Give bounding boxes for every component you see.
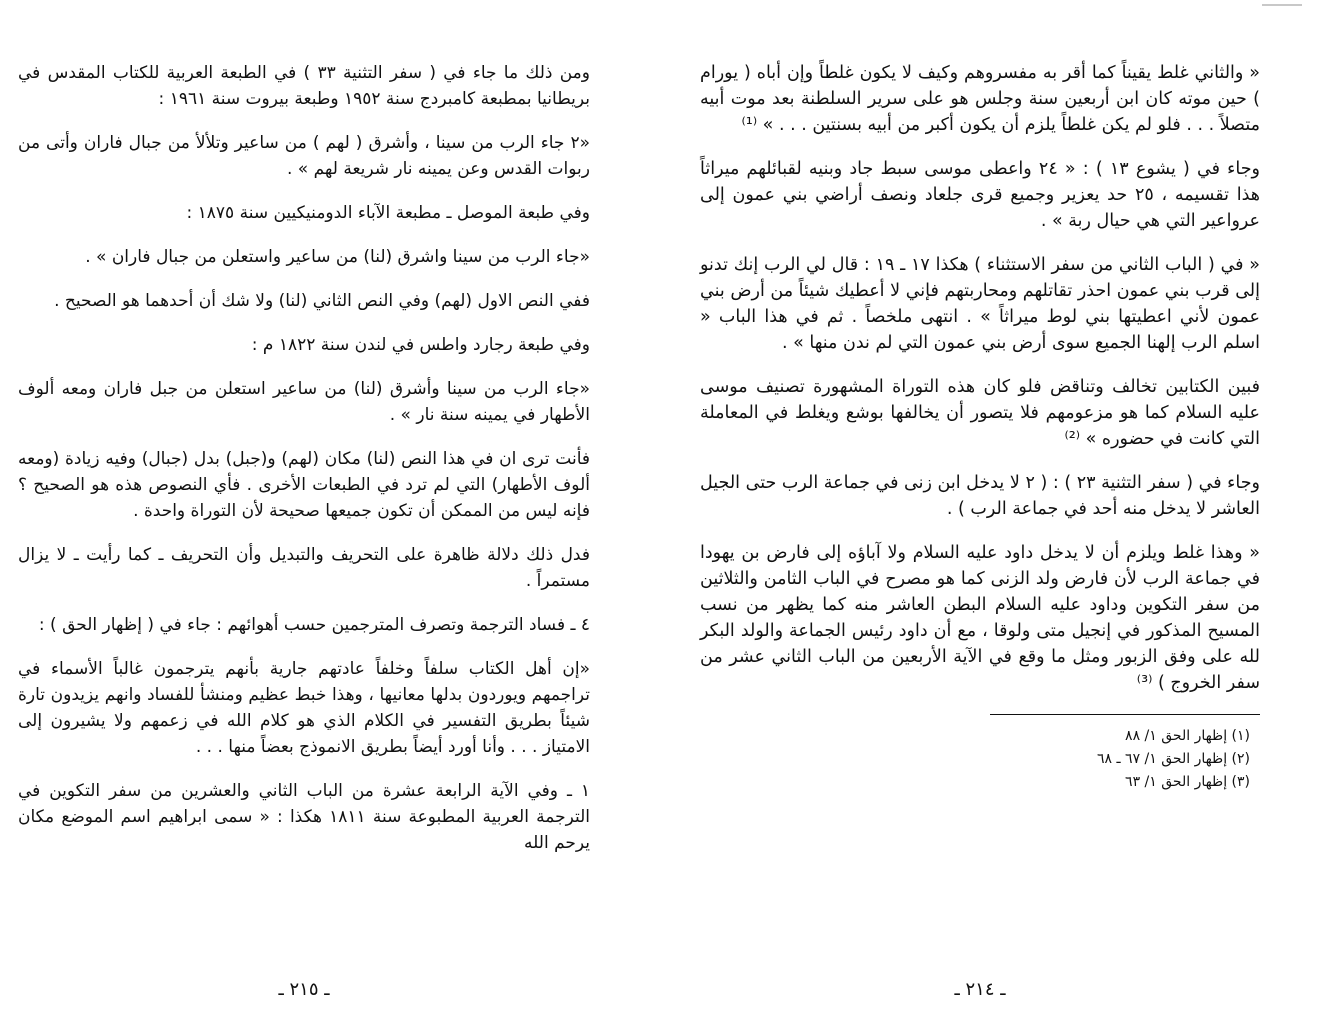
paragraph: فبين الكتابين تخالف وتناقض فلو كان هذه التوراة المشهورة تصنيف موسى عليه السلام كما هو مزعومهم فلا يتصور أن يخالفها بوشع ويغلط في المعاملة التي كانت في حضوره » ⁽²⁾ [700, 377, 1260, 449]
footnote: (٢) إظهار الحق ١/ ٦٧ ـ ٦٨ [1096, 751, 1250, 767]
paragraph: وجاء في ( سفر التثنية ٢٣ ) : ( ٢ لا يدخل ابن زنى في جماعة الرب حتى الجيل العاشر لا يدخل منه أحد في جماعة الرب ) . [700, 473, 1260, 519]
footnotes [980, 725, 1260, 794]
paragraph: ففي النص الاول (لهم) وفي النص الثاني (لنا) ولا شك أن أحدهما هو الصحيح . [54, 291, 590, 311]
footnote: (٣) إظهار الحق ١/ ٦٣ [1125, 774, 1250, 790]
page-number: ـ ٢١٤ ـ [954, 979, 1006, 1000]
paragraph: وفي طبعة الموصل ـ مطبعة الآباء الدومنيكيين سنة ١٨٧٥ : [186, 203, 590, 223]
paragraph: «جاء الرب من سينا واشرق (لنا) من ساعير واستعلن من جبال فاران » . [85, 247, 590, 267]
paragraph: « وهذا غلط ويلزم أن لا يدخل داود عليه السلام ولا آباؤه إلى فارض بن يهودا في جماعة الرب لأن فارض ولد الزنى كما هو مصرح في الباب الثامن والثلاثين من سفر التكوين وداود عليه السلام البطن العاشر منه كما يظهر من نسب المسيح المذكور في إنجيل متى ولوقا ، مع أن داود رئيس الجماعة والولد البكر لله على وفق الزبور ومثل ما وقع في الآية الأربعين من الباب الثاني عشر من سفر الخروج ) ⁽³⁾ [700, 543, 1260, 693]
paragraph: فدل ذلك دلالة ظاهرة على التحريف والتبديل وأن التحريف ـ كما رأيت ـ لا يزال مستمراً . [18, 545, 590, 591]
paragraph: فأنت ترى ان في هذا النص (لنا) مكان (لهم) و(جبل) بدل (جبال) وفيه زيادة (ومعه ألوف الأطهار) التي لم ترد في الطبعات الأخرى . فأي النصوص هذه هو الصحيح ؟ فإنه ليس من الممكن أن تكون جميعها صحيحة لأن التوراة واحدة . [18, 449, 590, 521]
paragraph: وفي طبعة رجارد واطس في لندن سنة ١٨٢٢ م : [251, 335, 590, 355]
paragraph: «جاء الرب من سينا وأشرق (لنا) من ساعير استعلن من جبل فاران ومعه ألوف الأطهار في يمينه سنة نار » . [18, 379, 590, 425]
page-number: ـ ٢١٥ ـ [278, 979, 330, 1000]
paragraph: ومن ذلك ما جاء في ( سفر التثنية ٣٣ ) في الطبعة العربية للكتاب المقدس في بريطانيا بمطبعة كامبردج سنة ١٩٥٢ وطبعة بيروت سنة ١٩٦١ : [18, 63, 590, 109]
paragraph: ٤ ـ فساد الترجمة وتصرف المترجمين حسب أهوائهم : جاء في ( إظهار الحق ) : [38, 615, 590, 635]
paragraph: « في ( الباب الثاني من سفر الاستثناء ) هكذا ١٧ ـ ١٩ : قال لي الرب إنك تدنو إلى قرب بني عمون احذر تقاتلهم ومحاربتهم فإني لا أعطيك شيئاً من أرض بني عمون لأني اعطيتها بني لوط ميراثاً » . انتهى ملخصاً . ثم في هذا الباب « اسلم الرب إلهنا الجميع سوى أرض بني عمون التي لم ندن منها » . [700, 255, 1260, 353]
left-page [18, 60, 590, 1000]
paragraph: «إن أهل الكتاب سلفاً وخلفاً عادتهم جارية بأنهم يترجمون غالباً الأسماء في تراجمهم ويوردون بدلها معانيها ، وهذا خبط عظيم ومنشأ للفساد وانهم يزيدون تارة شيئاً بطريق التفسير في الكلام الذي هو كلام الله في زعمهم ولا يشيرون إلى الامتياز . . . وأنا أورد أيضاً بطريق الانموذج بعضاً منها . . . [18, 659, 590, 757]
paragraph: « والثاني غلط يقيناً كما أقر به مفسروهم وكيف لا يكون غلطاً وإن أباه ( يورام ) حين موته كان ابن أربعين سنة وجلس هو على سرير السلطنة بعد موت أبيه متصلاً . . . فلو لم يكن غلطاً يلزم أن يكون أكبر من أبيه بسنتين . . . » ⁽¹⁾ [700, 63, 1260, 135]
right-page [700, 60, 1260, 1000]
paragraph: «٢ جاء الرب من سينا ، وأشرق ( لهم ) من ساعير وتلألأ من جبال فاران وأتى من ربوات القدس وعن يمينه نار شريعة لهم » . [18, 133, 590, 179]
footnote-divider [990, 714, 1260, 715]
footnote: (١) إظهار الحق ١/ ٨٨ [1125, 728, 1250, 744]
paragraph: ١ ـ وفي الآية الرابعة عشرة من الباب الثاني والعشرين من سفر التكوين في الترجمة العربية المطبوعة سنة ١٨١١ هكذا : « سمى ابراهيم اسم الموضع مكان يرحم الله [18, 781, 590, 853]
scan-corner-mark [1262, 4, 1302, 6]
paragraph: وجاء في ( يشوع ١٣ ) : « ٢٤ واعطى موسى سبط جاد وبنيه لقبائلهم ميراثاً هذا تقسيمه ، ٢٥ حد يعزير وجميع قرى جلعاد ونصف أراضي بني عمون إلى عرواعير التي هي حيال ربة » . [700, 159, 1260, 231]
